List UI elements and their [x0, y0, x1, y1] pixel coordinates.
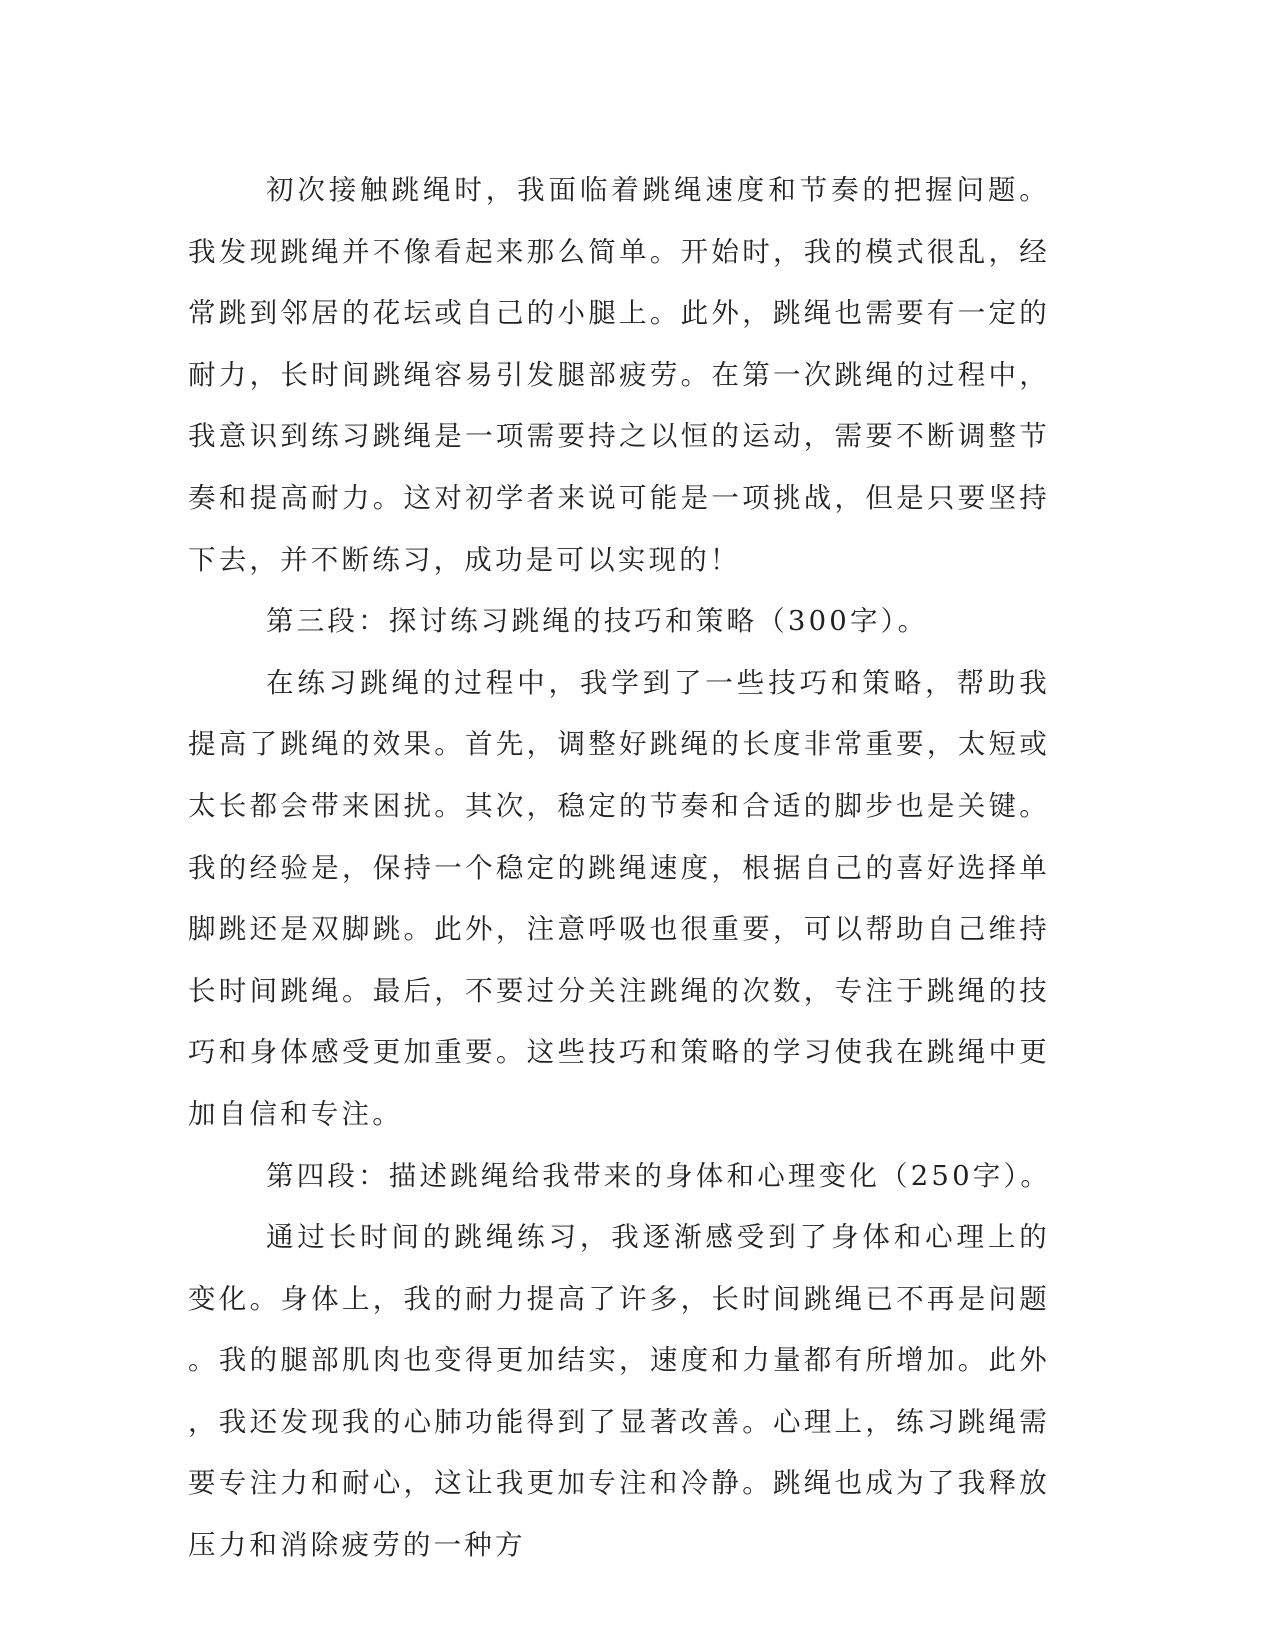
paragraph-body-mind-changes: 通过长时间的跳绳练习，我逐渐感受到了身体和心理上的变化。身体上，我的耐力提高了许多，长时间跳绳已不再是问题。我的腿部肌肉也变得更加结实，速度和力量都有所增加。此外，我还发现我的心肺功能得到了显著改善。心理上，练习跳绳需要专注力和耐心，这让我更加专注和冷静。跳绳也成为了我释放压力和消除疲劳的一种方 [188, 1221, 1050, 1562]
paragraph-skills-strategies: 在练习跳绳的过程中，我学到了一些技巧和策略，帮助我提高了跳绳的效果。首先，调整好跳绳的长度非常重要，太短或太长都会带来困扰。其次，稳定的节奏和合适的脚步也是关键。我的经验是，保持一个稳定的跳绳速度，根据自己的喜好选择单脚跳还是双脚跳。此外，注意呼吸也很重要，可以帮助自己维持长时间跳绳。最后，不要过分关注跳绳的次数，专注于跳绳的技巧和身体感受更加重要。这些技巧和策略的学习使我在跳绳中更加自信和专注。 [188, 666, 1050, 1130]
section-heading-three: 第三段：探讨练习跳绳的技巧和策略（300字）。 [266, 605, 929, 638]
paragraph-first-experience: 初次接触跳绳时，我面临着跳绳速度和节奏的把握问题。我发现跳绳并不像看起来那么简单。开始时，我的模式很乱，经常跳到邻居的花坛或自己的小腿上。此外，跳绳也需要有一定的耐力，长时间跳绳容易引发腿部疲劳。在第一次跳绳的过程中，我意识到练习跳绳是一项需要持之以恒的运动，需要不断调整节奏和提高耐力。这对初学者来说可能是一项挑战，但是只要坚持下去，并不断练习，成功是可以实现的！ [188, 174, 1050, 576]
section-heading-four: 第四段：描述跳绳给我带来的身体和心理变化（250字）。 [266, 1159, 1052, 1192]
document-body [188, 160, 1050, 1577]
